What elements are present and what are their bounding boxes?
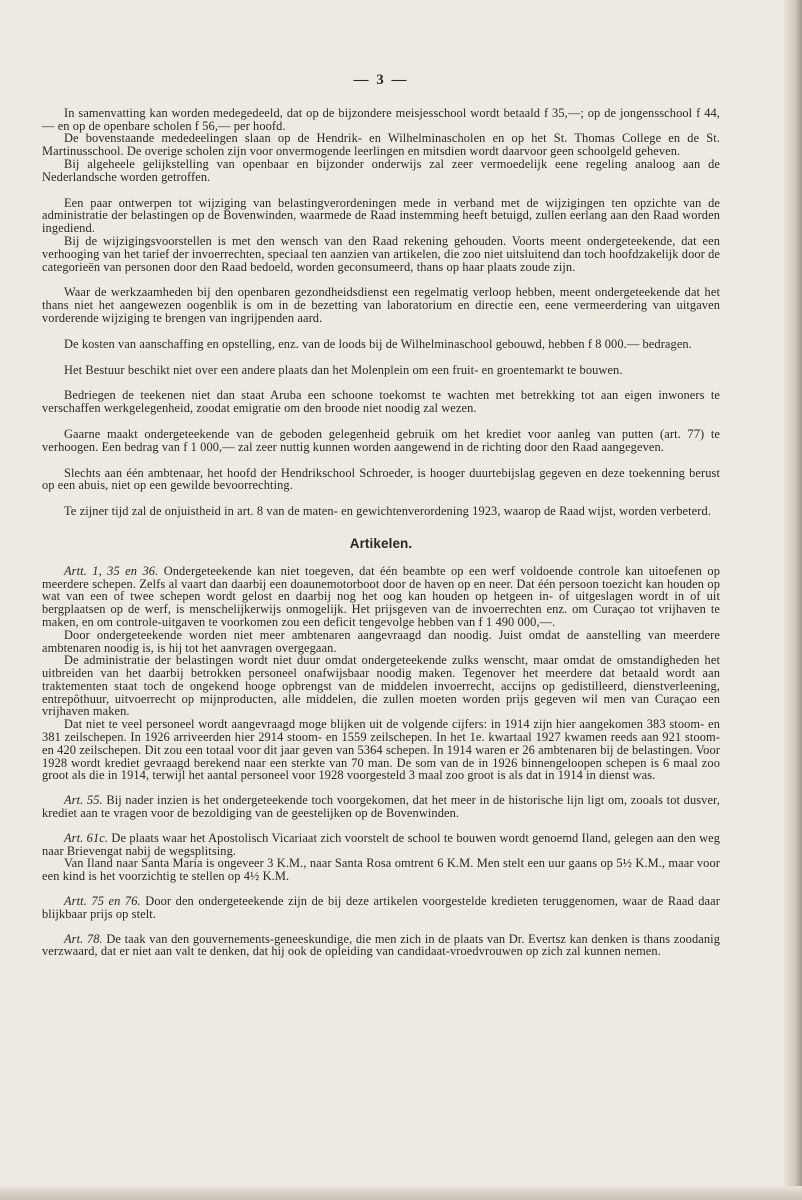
paragraph: De administratie der belastingen wordt niet duur omdat ondergeteekende zulks wenscht, maar omdat de omstandigheden het uitbreiden van het daarbij betrokken personeel onafwijsbaar noodig maken. Tegenover het meerdere dat betaald wordt aan traktementen staat toch de ongekend hooge opbrengst van de middelen invoerrecht, accijns op gedistilleerd, dienstverleening, entrepôthuur, uitvoerrecht op mijnproducten, alle middelen, die zullen moeten worden prijs gegeven wil men van Curaçao een vrijhaven maken. — [42, 653, 720, 719]
article-paragraph — [42, 565, 720, 629]
article-label: Artt. 1, 35 en 36. — [64, 563, 159, 578]
article-text: De plaats waar het Apostolisch Vicariaat zich voorstelt de school te bouwen wordt genoemd Iland, gelegen aan den weg naar Brievengat nabij de wegsplitsing. — [42, 830, 721, 858]
article-label: Artt. 75 en 76. — [64, 894, 141, 909]
paragraph: Het Bestuur beschikt niet over een andere plaats dan het Molenplein om een fruit- en groentemarkt te bouwen. — [64, 362, 623, 377]
paragraph: De kosten van aanschaffing en opstelling, enz. van de loods bij de Wilhelminaschool gebouwd, hebben f 8 000.— bedragen. — [64, 336, 692, 351]
article-label: Art. 55. — [64, 793, 103, 808]
paragraph: Dat niet te veel personeel wordt aangevraagd moge blijken uit de volgende cijfers: in 1914 zijn hier aangekomen 383 stoom- en 381 zeilschepen. In 1926 arriveerden hier 2914 stoom- en 1559 zeilschepen. In het 1e. kwartaal 1927 kwamen reeds aan 921 stoom- en 420 zeilschepen. Dit zou een totaal voor dit jaar geven van 5364 schepen. In 1914 waren er 26 ambtenaren bij de belastingen. Voor 1928 wordt krediet gevraagd berekend naar een sterkte van 70 man. De som van de in 1926 binnengeloopen schepen is 6 maal zoo groot als die in 1914, terwijl het aantal personeel voor 1928 voorgesteld 3 maal zoo groot is als dat in 1914 in dienst was. — [42, 717, 720, 783]
article-text: Door den ondergeteekende zijn de bij deze artikelen voorgestelde kredieten teruggenomen, waar de Raad daar blijkbaar prijs op stelt. — [42, 894, 720, 921]
page-bottom-edge — [0, 1186, 802, 1200]
page-edge-shadow — [784, 0, 802, 1200]
article-label: Art. 78. — [64, 931, 103, 946]
paragraph: De bovenstaande mededeelingen slaan op de Hendrik- en Wilhelminascholen en op het St. Thomas College en de St. Martinusschool. De overige scholen zijn voor onvermogende leerlingen en mitsdien wordt daarvoor geen schoolgeld geheven. — [42, 131, 720, 159]
article-text: Bij nader inzien is het ondergeteekende toch voorgekomen, dat het meer in de historische lijn ligt om, zooals tot dusver, krediet aan te vragen voor de bezoldiging van de geestelijken op de Bovenwinden. — [42, 793, 720, 821]
page-number: — 3 — — [353, 72, 409, 88]
paragraph: Bedriegen de teekenen niet dan staat Aruba een schoone toekomst te wachten met betrekking tot aan eigen inwoners te verschaffen werkgelegenheid, zoodat emigratie om den broode niet noodig zal wezen. — [42, 388, 720, 416]
section-heading: Artikelen. — [349, 535, 413, 551]
paragraph: Gaarne maakt ondergeteekende van de geboden gelegenheid gebruik om het krediet voor aanleg van putten (art. 77) te verhoogen. Een bedrag van f 1 000,— zal zeer nuttig kunnen worden aangewend in de richting door den Raad aangegeven. — [42, 426, 720, 454]
paragraph: Een paar ontwerpen tot wijziging van belastingverordeningen mede in verband met de wijzigingen ten opzichte van de administratie der belastingen op de Bovenwinden, waarmede de Raad instemming heeft betuigd, zullen eerlang aan den Raad worden ingediend. — [42, 195, 720, 236]
article-text: Ondergeteekende kan niet toegeven, dat één beambte op een werf voldoende controle kan uitoefenen op meerdere schepen. Zelfs al vaart dan daarbij een doaunemotorboot door de haven op en neer. Dat één persoon toezicht kan houden op wat van een of twee schepen wordt gelost en daarbij nog het oog kan houden op hetgeen in- of uitgeslagen wordt in of uit bergplaatsen op de werf, is menschelijkerwijs onmogelijk. Het prijsgeven van de invoerrechten enz. om Curaçao tot vrijhaven te maken, en om controle-uitgaven te voorkomen zou een deficit tengevolge hebben van f 1 490 000,—. — [42, 563, 721, 629]
paragraph: In samenvatting kan worden medegedeeld, dat op de bijzondere meisjesschool wordt betaald f 35,—; op de jongensschool f 44,— en op de openbare scholen f 56,— per hoofd. — [42, 105, 720, 133]
paragraph: Door ondergeteekende worden niet meer ambtenaren aangevraagd dan noodig. Juist omdat de aanstelling van meerdere ambtenaren noodig is, is hij tot het aanvragen overgegaan. — [42, 627, 720, 655]
article-paragraph — [42, 832, 720, 858]
paragraph: Van Iland naar Santa Maria is ongeveer 3 K.M., naar Santa Rosa omtrent 6 K.M. Men stelt een uur gaans op 5½ K.M., maar voor een kind is het voorzichtig te stellen op 4½ K.M. — [42, 856, 720, 884]
article-text: De taak van den gouvernements-geneeskundige, die men zich in de plaats van Dr. Evertsz kan denken is thans zoodanig verzwaard, dat er niet aan valt te denken, dat hij ook de opleiding van candidaat-vroedvrouwen op zich zal kunnen nemen. — [42, 931, 720, 959]
article-label: Art. 61c. — [64, 830, 109, 845]
page-content — [42, 74, 720, 958]
paragraph: Slechts aan één ambtenaar, het hoofd der Hendrikschool Schroeder, is hooger duurtebijslag gegeven en deze toekenning berust op een abuis, niet op een gewilde bevoorrechting. — [42, 465, 720, 493]
article-paragraph — [42, 933, 720, 959]
paragraph: Bij de wijzigingsvoorstellen is met den wensch van den Raad rekening gehouden. Voorts meent ondergeteekende, dat een verhooging van het tarief der invoerrechten, speciaal ten aanzien van artikelen, die zoo niet uitsluitend dan toch hoofdzakelijk door de categorieën van personen door den Raad bedoeld, worden geconsumeerd, thans op haar plaats zoude zijn. — [42, 233, 720, 274]
paragraph: Bij algeheele gelijkstelling van openbaar en bijzonder onderwijs zal zeer vermoedelijk eene regeling analoog aan de Nederlandsche worden getroffen. — [42, 156, 720, 184]
article-paragraph — [42, 895, 720, 921]
article-paragraph — [42, 794, 720, 820]
paragraph: Waar de werkzaamheden bij den openbaren gezondheidsdienst een regelmatig verloop hebben, meent ondergeteekende dat het thans niet het aangewezen oogenblik is om in de bezetting van laboratorium en directie een, eene vermeerdering van uitgaven vorderende wijziging te brengen van ingrijpenden aard. — [42, 285, 720, 325]
paragraph: Te zijner tijd zal de onjuistheid in art. 8 van de maten- en gewichtenverordening 1923, waarop de Raad wijst, worden verbeterd. — [64, 504, 711, 519]
